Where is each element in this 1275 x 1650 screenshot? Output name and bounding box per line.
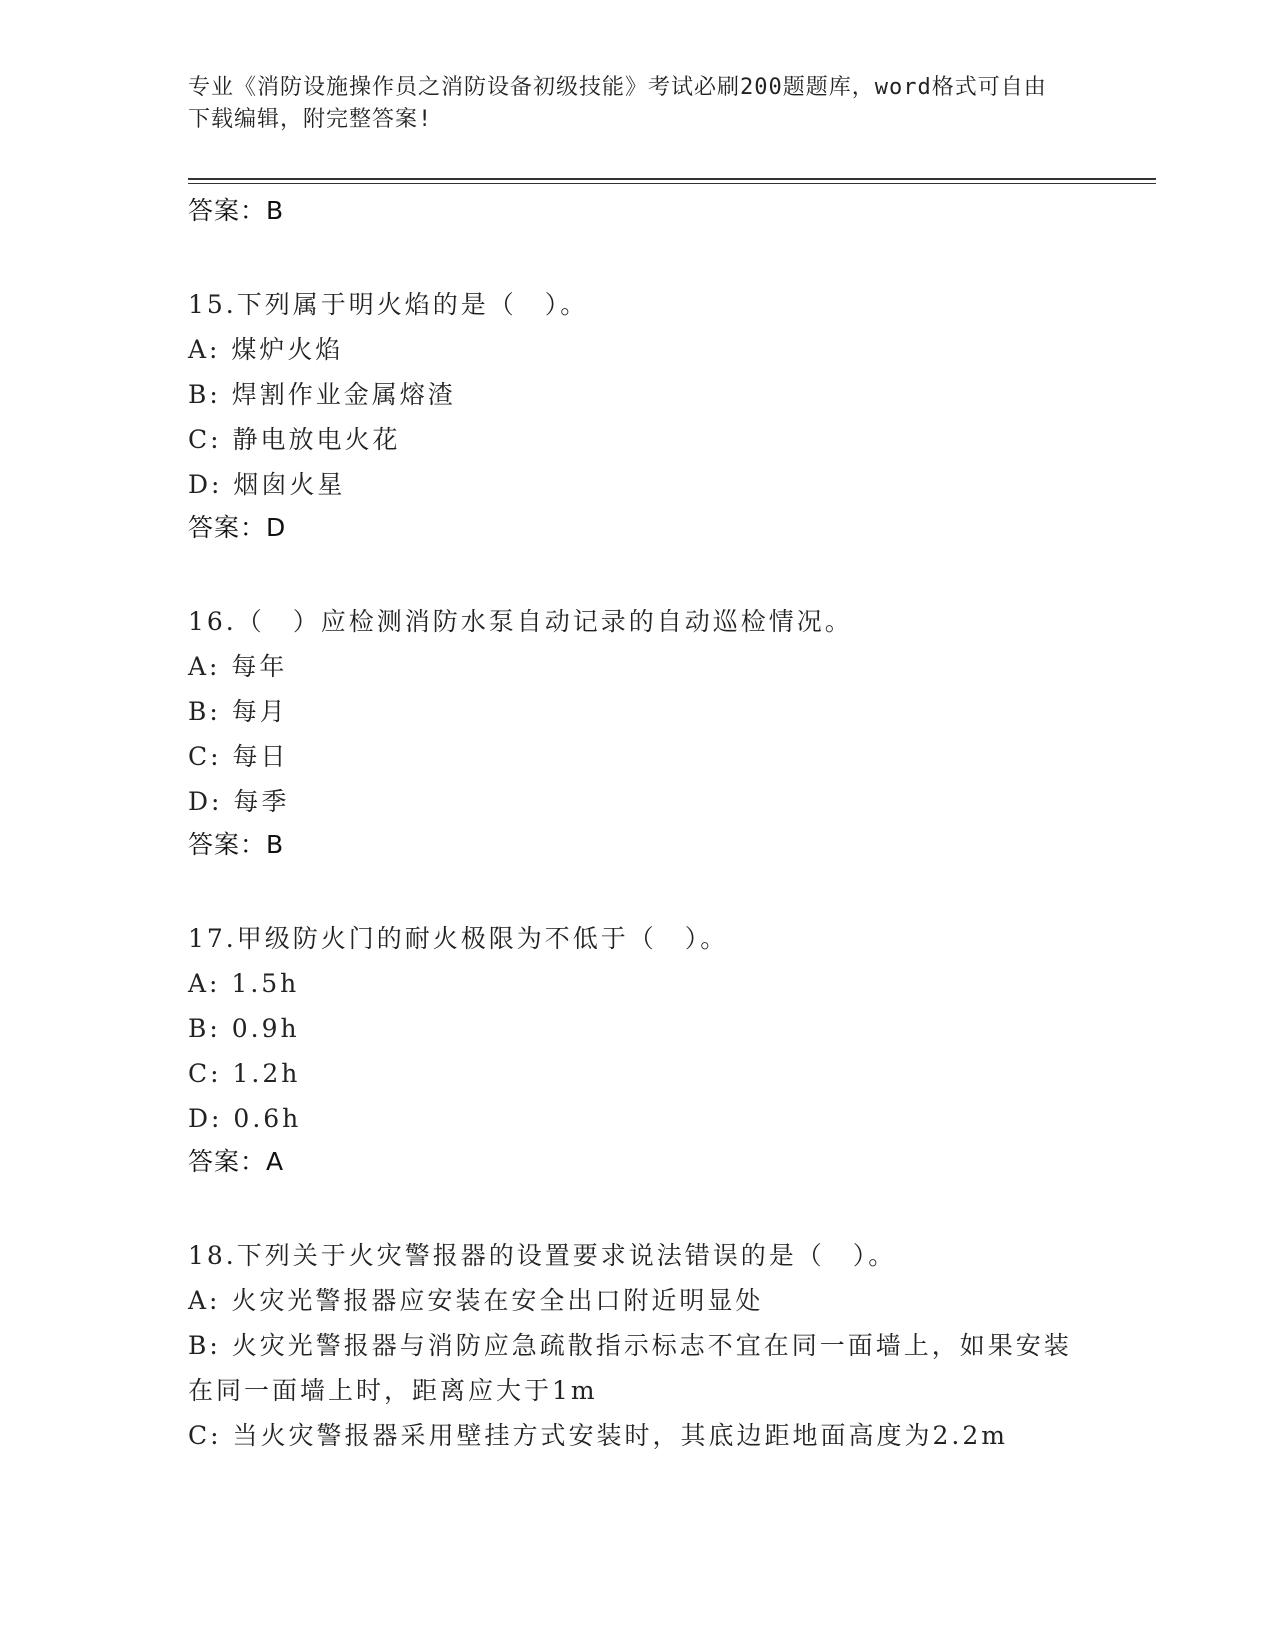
answer-line: 答案：B bbox=[188, 830, 285, 859]
option-b: B: 焊割作业金属熔渣 bbox=[188, 380, 456, 409]
option-b: B: 每月 bbox=[188, 697, 288, 726]
option-c: C: 每日 bbox=[188, 742, 289, 771]
answer-line: 答案：D bbox=[188, 513, 287, 542]
option-b: B: 火灾光警报器与消防应急疏散指示标志不宜在同一面墙上，如果安装在同一面墙上时，距离应大于1m bbox=[188, 1331, 1072, 1405]
option-d: D: 烟囱火星 bbox=[188, 470, 346, 499]
option-a: A: 火灾光警报器应安装在安全出口附近明显处 bbox=[188, 1286, 764, 1315]
question-16: 16.（ ）应检测消防水泵自动记录的自动巡检情况。 bbox=[188, 607, 853, 636]
option-b: B: 0.9h bbox=[188, 1014, 300, 1043]
question-15: 15.下列属于明火焰的是（ ）。 bbox=[188, 290, 589, 319]
option-d: D: 0.6h bbox=[188, 1104, 302, 1133]
option-a: A: 每年 bbox=[188, 652, 288, 681]
document-header: 专业《消防设施操作员之消防设备初级技能》考试必刷200题题库，word格式可自由下载编辑，附完整答案! bbox=[188, 75, 1047, 132]
option-c: C: 静电放电火花 bbox=[188, 425, 401, 454]
option-d: D: 每季 bbox=[188, 787, 290, 816]
question-17: 17.甲级防火门的耐火极限为不低于（ ）。 bbox=[188, 924, 729, 953]
header-rule-thin bbox=[188, 183, 1156, 184]
question-18: 18.下列关于火灾警报器的设置要求说法错误的是（ ）。 bbox=[188, 1241, 897, 1270]
answer-line: 答案：B bbox=[188, 196, 285, 225]
answer-line: 答案：A bbox=[188, 1147, 285, 1176]
option-a: A: 1.5h bbox=[188, 969, 300, 998]
header-rule-thick bbox=[188, 178, 1156, 180]
document-body bbox=[188, 190, 1088, 1458]
option-c: C: 当火灾警报器采用壁挂方式安装时，其底边距地面高度为2.2m bbox=[188, 1421, 1008, 1450]
option-a: A: 煤炉火焰 bbox=[188, 335, 344, 364]
option-c: C: 1.2h bbox=[188, 1059, 301, 1088]
